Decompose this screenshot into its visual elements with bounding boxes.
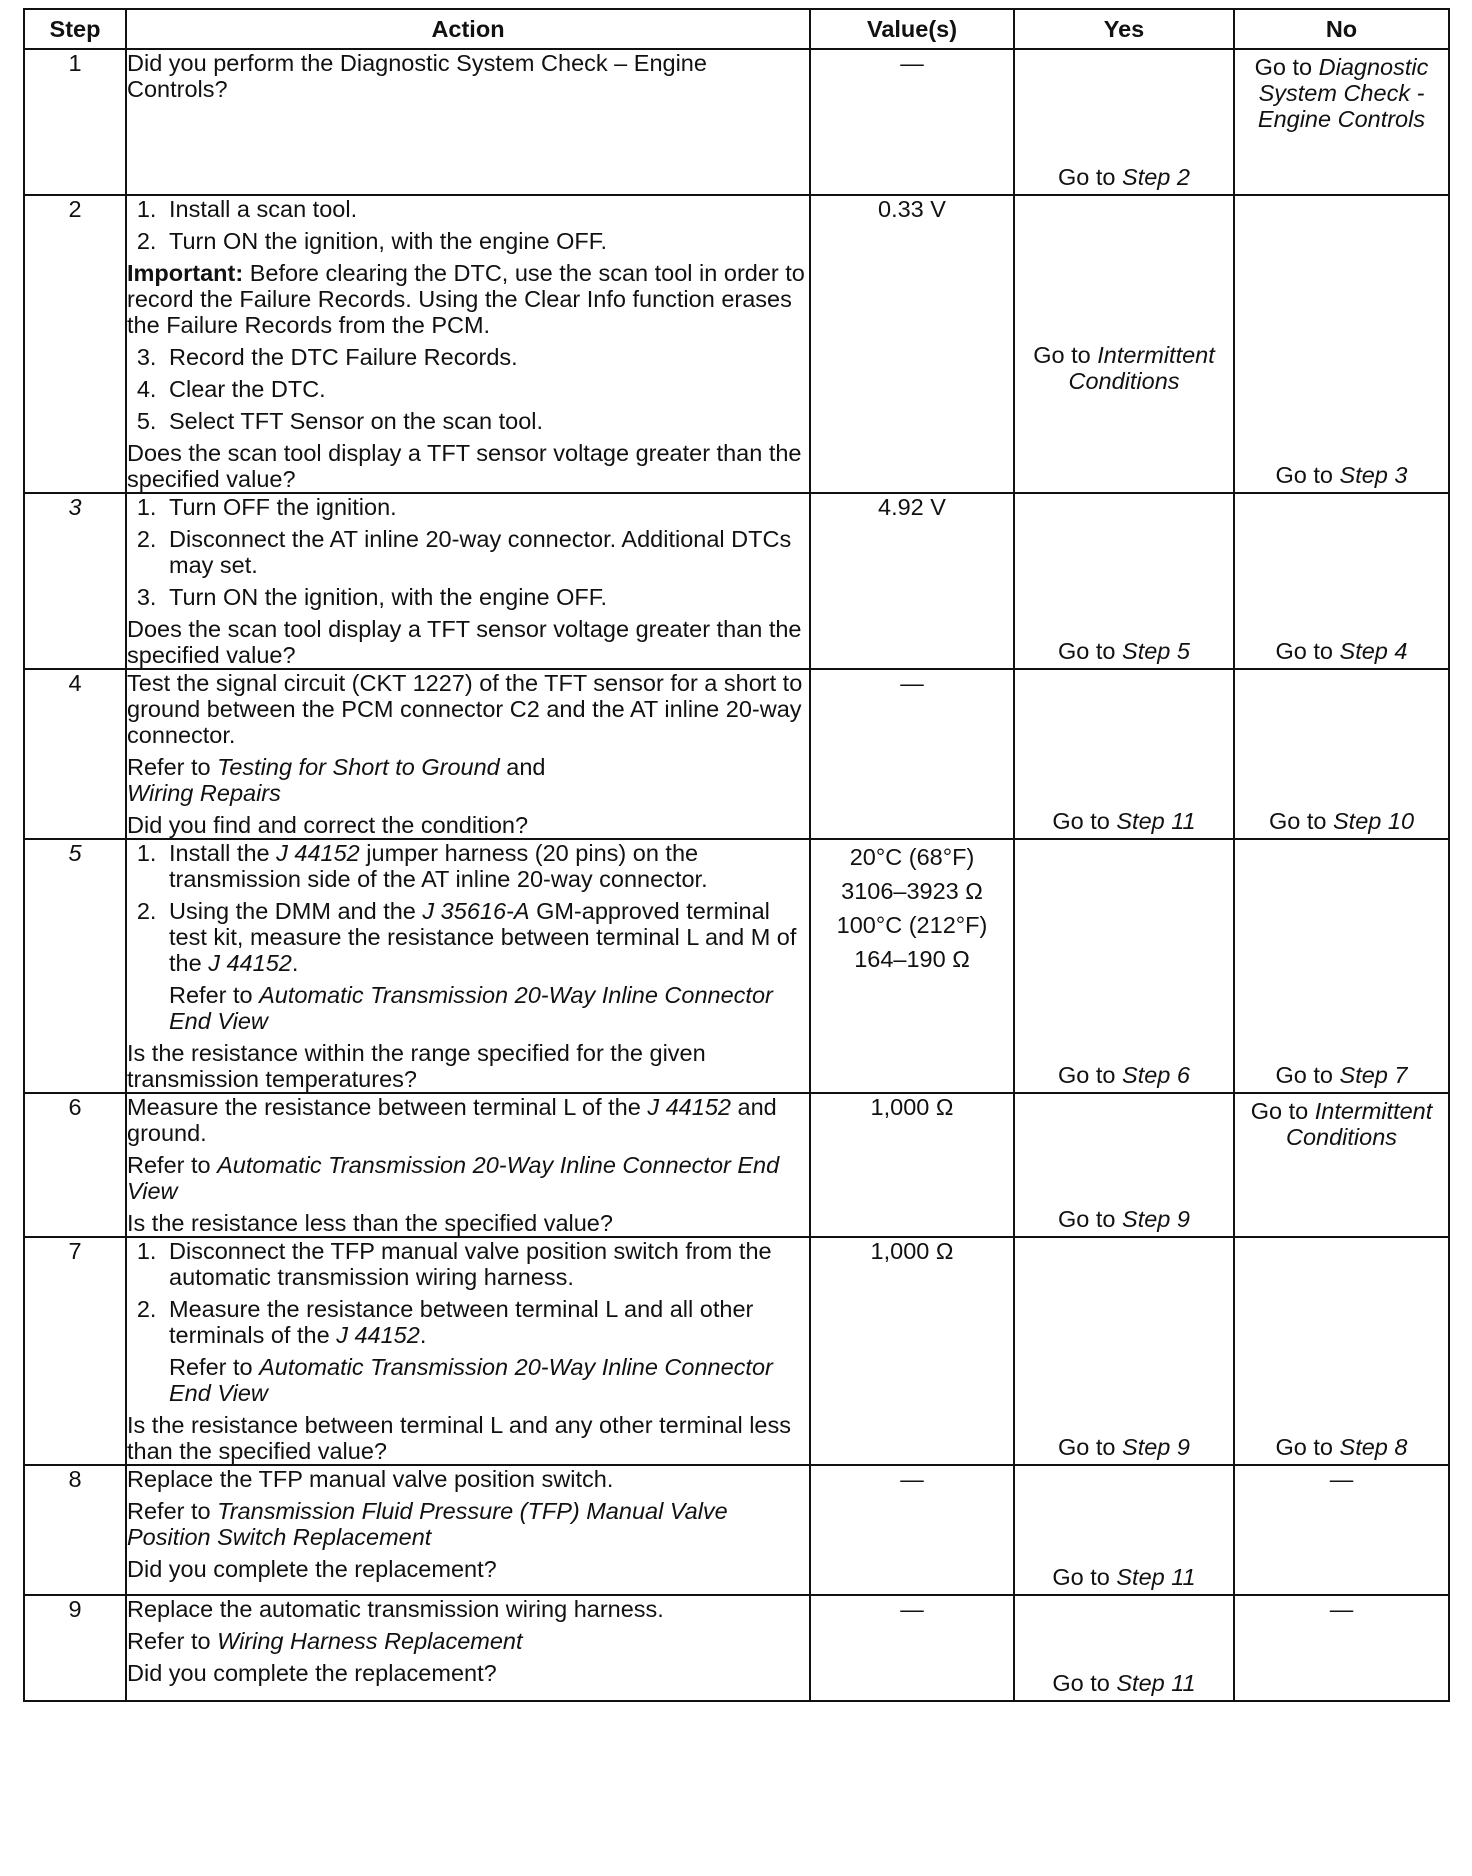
no-link[interactable]: Step 7 [1339, 1062, 1408, 1088]
step-number-text: 5 [68, 840, 82, 866]
action-cell [126, 1465, 810, 1595]
header-row [24, 9, 1449, 49]
yes-link[interactable]: Intermittent Conditions [1068, 341, 1215, 394]
yes-cell [1014, 1237, 1234, 1465]
important-label: Important: [127, 260, 244, 286]
no-cell [1234, 669, 1449, 839]
yes-prefix: Go to [1052, 1670, 1117, 1696]
action-text: Replace the TFP manual valve position switch. [127, 1466, 614, 1492]
yes-prefix: Go to [1052, 1564, 1117, 1590]
refer-link[interactable]: Testing for Short to Ground [217, 754, 500, 780]
refer-note [127, 1152, 809, 1204]
tool-reference: J 44152 [208, 950, 292, 976]
no-link[interactable]: Step 4 [1339, 638, 1408, 664]
action-step: 2. Turn ON the ignition, with the engine OFF. [163, 228, 809, 254]
refer-prefix: Refer to [127, 1498, 218, 1524]
value-line: 100°C (212°F) [836, 912, 988, 938]
refer-link[interactable]: Automatic Transmission 20-Way Inline Connector End View [169, 1354, 773, 1406]
table-header [24, 9, 1449, 49]
refer-note [169, 1354, 809, 1406]
no-cell [1234, 493, 1449, 669]
yes-link[interactable]: Step 2 [1122, 164, 1190, 190]
yes-cell [1014, 1465, 1234, 1595]
step-number [24, 493, 126, 669]
step-number-text: 3 [68, 494, 82, 520]
action-step [163, 840, 809, 892]
refer-link[interactable]: Automatic Transmission 20-Way Inline Connector End View [169, 982, 773, 1034]
refer-note [127, 754, 809, 806]
action-question: Did you find and correct the condition? [127, 812, 529, 838]
refer-prefix: Refer to [169, 1354, 260, 1380]
no-prefix: Go to [1268, 808, 1333, 834]
action-question: Did you complete the replacement? [127, 1660, 497, 1686]
yes-link[interactable]: Step 6 [1122, 1062, 1190, 1088]
value-cell: 1,000 Ω [810, 1237, 1014, 1465]
yes-cell [1014, 669, 1234, 839]
action-cell [126, 1093, 810, 1237]
refer-note [127, 1628, 809, 1654]
no-prefix: Go to [1275, 1434, 1340, 1460]
no-cell: — [1234, 1465, 1449, 1595]
yes-cell [1014, 493, 1234, 669]
no-link[interactable]: Step 3 [1339, 462, 1408, 488]
important-note [127, 260, 809, 338]
action-question: Is the resistance less than the specified value? [127, 1210, 613, 1236]
action-step: 3. Turn ON the ignition, with the engine OFF. [163, 584, 809, 610]
no-link[interactable]: Intermittent Conditions [1285, 1098, 1433, 1150]
value-line: 20°C (68°F) [849, 844, 975, 870]
step-number: 9 [24, 1595, 126, 1701]
tool-reference: J 44152 [336, 1322, 420, 1348]
step-number: 4 [24, 669, 126, 839]
action-step [163, 898, 809, 1034]
yes-link[interactable]: Step 9 [1122, 1206, 1190, 1232]
no-link[interactable]: Step 10 [1333, 808, 1415, 834]
refer-link[interactable]: Transmission Fluid Pressure (TFP) Manual Valve Position Switch Replacement [127, 1498, 728, 1550]
refer-prefix: Refer to [127, 1152, 218, 1178]
table-row-step-7 [24, 1237, 1449, 1465]
action-text-part: Measure the resistance between terminal L of the [127, 1094, 648, 1120]
no-link[interactable]: Step 8 [1339, 1434, 1408, 1460]
action-step: 1. Turn OFF the ignition. [163, 494, 809, 520]
action-question: Did you complete the replacement? [127, 1556, 497, 1582]
action-step-text: . [419, 1322, 427, 1348]
no-link[interactable]: Diagnostic System Check - Engine Controls [1257, 54, 1429, 132]
yes-link[interactable]: Step 11 [1116, 1670, 1196, 1696]
value-cell: — [810, 1595, 1014, 1701]
yes-prefix: Go to [1058, 1206, 1123, 1232]
yes-link[interactable]: Step 11 [1116, 1564, 1196, 1590]
action-step: 1. Install a scan tool. [163, 196, 809, 222]
refer-note [127, 1498, 809, 1550]
value-cell: 0.33 V [810, 195, 1014, 493]
action-cell [126, 1237, 810, 1465]
action-text: Test the signal circuit (CKT 1227) of the TFT sensor for a short to ground between the PCM connector C2 and the AT inline 20-way connector. [127, 670, 803, 748]
action-text [127, 1094, 809, 1146]
action-step: 5. Select TFT Sensor on the scan tool. [163, 408, 809, 434]
table-row-step-3 [24, 493, 1449, 669]
table-row-step-4 [24, 669, 1449, 839]
value-cell: — [810, 49, 1014, 195]
action-steps-list [127, 840, 809, 1034]
action-step: 4. Clear the DTC. [163, 376, 809, 402]
table-row-step-1 [24, 49, 1449, 195]
refer-and: and [499, 754, 546, 780]
action-steps-list [127, 1238, 809, 1406]
action-step-text: GM-approved terminal test kit, measure the resistance between terminal L and M of the [169, 898, 797, 976]
tool-reference: J 44152 [647, 1094, 731, 1120]
no-cell [1234, 1237, 1449, 1465]
tool-reference: J 35616-A [422, 898, 530, 924]
no-cell [1234, 195, 1449, 493]
action-question: Is the resistance between terminal L and any other terminal less than the specified value? [127, 1412, 792, 1464]
refer-prefix: Refer to [169, 982, 260, 1008]
value-line: 164–190 Ω [854, 946, 970, 972]
yes-prefix: Go to [1058, 164, 1123, 190]
action-step-text: . [291, 950, 299, 976]
action-steps-list [127, 494, 809, 610]
action-cell [126, 669, 810, 839]
step-number: 8 [24, 1465, 126, 1595]
no-cell [1234, 1093, 1449, 1237]
table-row-step-9 [24, 1595, 1449, 1701]
table-row-step-8 [24, 1465, 1449, 1595]
value-cell: 4.92 V [810, 493, 1014, 669]
action-question: Does the scan tool display a TFT sensor voltage greater than the specified value? [127, 440, 802, 492]
refer-link[interactable]: Automatic Transmission 20-Way Inline Connector End View [127, 1152, 780, 1204]
tool-reference: J 44152 [276, 840, 360, 866]
action-step-text: Install the [169, 840, 277, 866]
action-step [163, 1296, 809, 1406]
no-cell [1234, 839, 1449, 1093]
step-number: 2 [24, 195, 126, 493]
action-cell [126, 195, 810, 493]
action-step: 3. Record the DTC Failure Records. [163, 344, 809, 370]
action-steps-list [127, 196, 809, 254]
yes-link[interactable]: Step 11 [1116, 808, 1196, 834]
action-question: Is the resistance within the range specified for the given transmission temperatures? [127, 1040, 706, 1092]
yes-link[interactable]: Step 5 [1122, 638, 1190, 664]
action-step: 2. Disconnect the AT inline 20-way connector. Additional DTCs may set. [163, 526, 809, 578]
table-row-step-2 [24, 195, 1449, 493]
no-prefix: Go to [1275, 1062, 1340, 1088]
yes-cell [1014, 49, 1234, 195]
action-cell [126, 493, 810, 669]
refer-link[interactable]: Wiring Harness Replacement [217, 1628, 523, 1654]
header-values: Value(s) [810, 9, 1014, 49]
action-cell [126, 49, 810, 195]
yes-prefix: Go to [1058, 1062, 1123, 1088]
action-question: Did you perform the Diagnostic System Check – Engine Controls? [127, 50, 707, 102]
action-step-text: Measure the resistance between terminal L and all other terminals of the [169, 1296, 754, 1348]
diagnostic-table [23, 8, 1450, 1702]
yes-prefix: Go to [1033, 341, 1098, 368]
no-prefix: Go to [1275, 638, 1340, 664]
header-step: Step [24, 9, 126, 49]
value-line: 3106–3923 Ω [841, 878, 983, 904]
yes-link[interactable]: Step 9 [1122, 1434, 1190, 1460]
action-question: Does the scan tool display a TFT sensor voltage greater than the specified value? [127, 616, 802, 668]
yes-cell [1014, 1595, 1234, 1701]
value-cell [810, 839, 1014, 1093]
step-number: 6 [24, 1093, 126, 1237]
yes-cell [1014, 839, 1234, 1093]
action-text: Replace the automatic transmission wiring harness. [127, 1596, 664, 1622]
yes-prefix: Go to [1058, 638, 1123, 664]
step-number [24, 839, 126, 1093]
action-step-text: Using the DMM and the [169, 898, 423, 924]
refer-note [169, 982, 809, 1034]
action-cell [126, 1595, 810, 1701]
yes-prefix: Go to [1052, 808, 1117, 834]
action-text-part: and ground. [127, 1094, 777, 1146]
action-cell [126, 839, 810, 1093]
yes-prefix: Go to [1058, 1434, 1123, 1460]
refer-prefix: Refer to [127, 754, 218, 780]
refer-link[interactable]: Wiring Repairs [127, 780, 281, 806]
step-number: 7 [24, 1237, 126, 1465]
header-no: No [1234, 9, 1449, 49]
action-step-text: jumper harness (20 pins) on the transmission side of the AT inline 20-way connector. [169, 840, 708, 892]
no-cell [1234, 49, 1449, 195]
header-yes: Yes [1014, 9, 1234, 49]
action-steps-list [127, 344, 809, 434]
header-action: Action [126, 9, 810, 49]
yes-cell [1014, 1093, 1234, 1237]
no-prefix: Go to [1250, 1098, 1315, 1124]
action-step: 1. Disconnect the TFP manual valve position switch from the automatic transmission wiring harness. [163, 1238, 809, 1290]
no-cell: — [1234, 1595, 1449, 1701]
value-cell: — [810, 669, 1014, 839]
table-row-step-6 [24, 1093, 1449, 1237]
refer-prefix: Refer to [127, 1628, 218, 1654]
no-prefix: Go to [1275, 462, 1340, 488]
yes-cell [1014, 195, 1234, 493]
value-cell: — [810, 1465, 1014, 1595]
no-prefix: Go to [1254, 54, 1319, 80]
table-row-step-5 [24, 839, 1449, 1093]
important-text: Before clearing the DTC, use the scan tool in order to record the Failure Records. Using the Clear Info function erases the Failure Records from the PCM. [127, 260, 805, 338]
value-cell: 1,000 Ω [810, 1093, 1014, 1237]
step-number: 1 [24, 49, 126, 195]
